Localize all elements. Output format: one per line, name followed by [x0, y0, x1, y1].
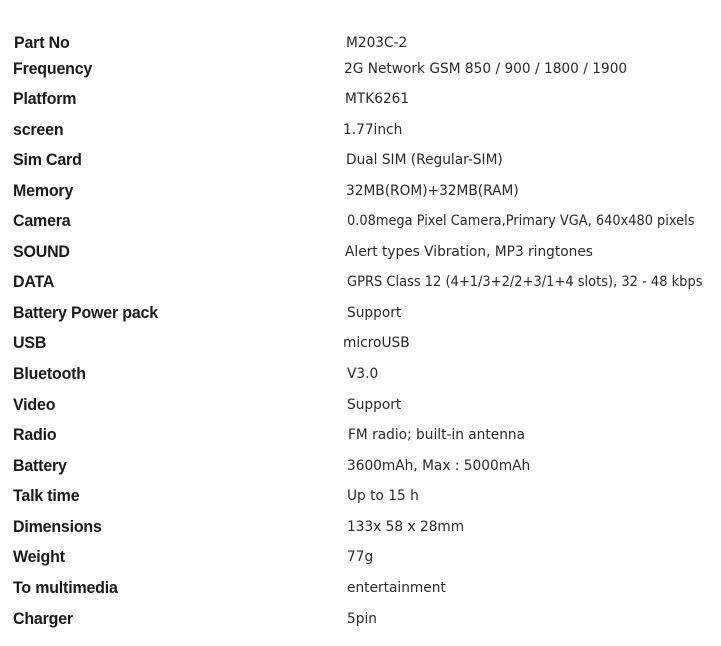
spec-label: Bluetooth	[13, 364, 86, 383]
spec-label: Platform	[13, 89, 77, 108]
spec-row-sound	[0, 237, 721, 267]
spec-row-battery	[0, 451, 721, 481]
spec-value: 32MB(ROM)+32MB(RAM)	[346, 183, 519, 199]
spec-label: Dimensions	[13, 517, 102, 536]
spec-row-to-multimedia	[0, 573, 721, 603]
spec-value: Support	[347, 305, 402, 321]
spec-label: Charger	[13, 609, 73, 628]
spec-label: USB	[13, 333, 47, 352]
spec-value: V3.0	[347, 366, 379, 382]
spec-row-sim-card	[0, 145, 721, 175]
spec-value: Support	[347, 397, 402, 413]
spec-label: SOUND	[13, 242, 70, 261]
spec-label: DATA	[13, 272, 55, 291]
spec-label: Video	[13, 395, 56, 414]
spec-label: Memory	[13, 181, 74, 200]
spec-value: microUSB	[343, 335, 410, 351]
spec-value: GPRS Class 12 (4+1/3+2/2+3/1+4 slots), 32 - 48 kbps	[347, 274, 703, 290]
spec-label: Part No	[14, 33, 70, 52]
spec-label: Weight	[13, 547, 65, 566]
spec-value: M203C-2	[346, 35, 408, 51]
spec-value: 0.08mega Pixel Camera,Primary VGA, 640x480 pixels	[347, 213, 695, 229]
spec-row-weight	[0, 542, 721, 572]
spec-value: 3600mAh, Max : 5000mAh	[347, 458, 531, 474]
spec-label: To multimedia	[13, 578, 118, 597]
spec-row-screen	[0, 115, 721, 145]
spec-row-camera	[0, 206, 721, 236]
spec-value: 5pin	[347, 611, 377, 627]
spec-row-video	[0, 390, 721, 420]
spec-label: screen	[13, 120, 64, 139]
spec-row-bluetooth	[0, 359, 721, 389]
spec-row-radio	[0, 420, 721, 450]
spec-label: Radio	[13, 425, 57, 444]
spec-value: Up to 15 h	[347, 488, 419, 504]
spec-value: 133x 58 x 28mm	[347, 519, 465, 535]
spec-value: 77g	[347, 549, 374, 565]
spec-label: Talk time	[13, 486, 80, 505]
spec-row-usb	[0, 328, 721, 358]
spec-value: MTK6261	[345, 91, 410, 107]
spec-row-dimensions	[0, 512, 721, 542]
spec-value: 2G Network GSM 850 / 900 / 1800 / 1900	[344, 61, 628, 77]
spec-label: Camera	[13, 211, 71, 230]
spec-row-platform	[0, 84, 721, 114]
spec-row-charger	[0, 604, 721, 634]
spec-row-frequency	[0, 54, 721, 84]
spec-value: 1.77inch	[343, 122, 403, 138]
spec-label: Battery Power pack	[13, 303, 158, 322]
spec-label: Battery	[13, 456, 67, 475]
spec-value: Alert types Vibration, MP3 ringtones	[345, 244, 593, 260]
spec-row-data	[0, 267, 721, 297]
spec-value: Dual SIM (Regular-SIM)	[346, 152, 503, 168]
spec-row-battery-power-pack	[0, 298, 721, 328]
spec-value: entertainment	[347, 580, 446, 596]
spec-label: Sim Card	[13, 150, 82, 169]
spec-value: FM radio; built-in antenna	[348, 427, 525, 443]
spec-row-talk-time	[0, 481, 721, 511]
spec-label: Frequency	[13, 59, 93, 78]
spec-row-memory	[0, 176, 721, 206]
